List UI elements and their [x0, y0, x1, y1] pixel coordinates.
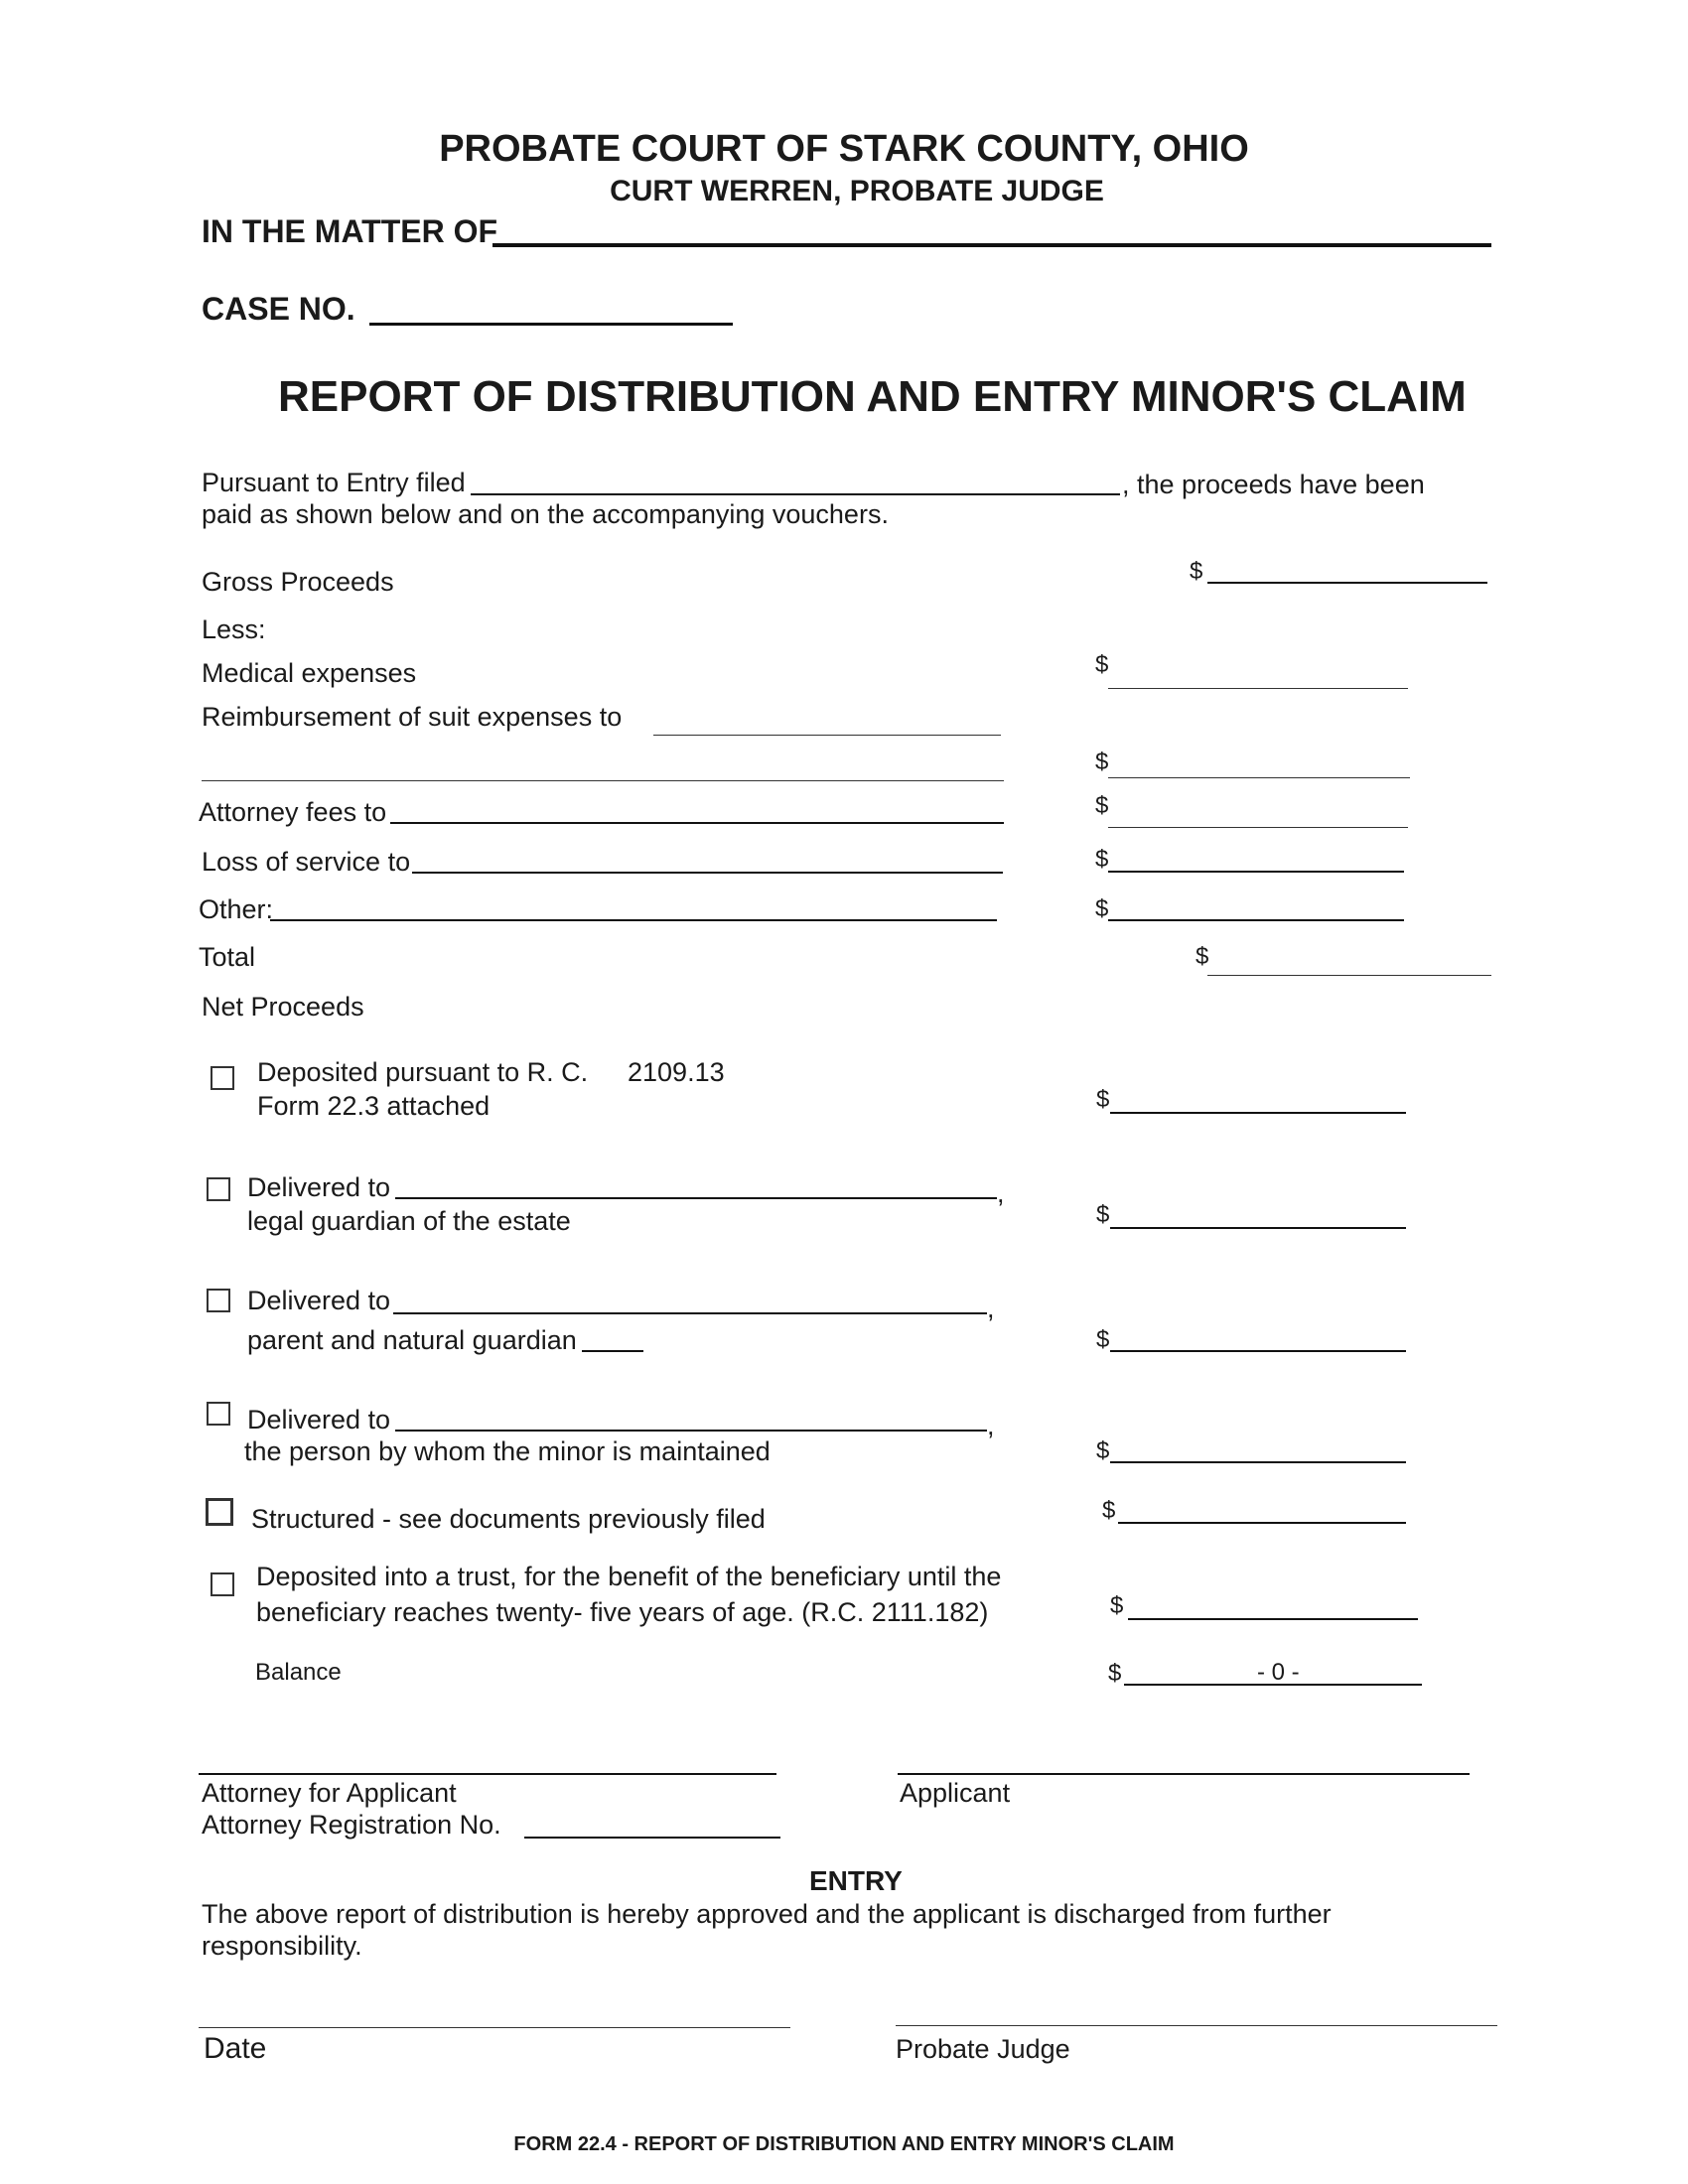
reimbursement-payee-field-2[interactable]: [202, 780, 1004, 781]
reimbursement-label: Reimbursement of suit expenses to: [202, 702, 623, 732]
gross-dollar-sign: $: [1190, 558, 1203, 585]
applicant-signature-line[interactable]: [898, 1773, 1470, 1775]
attorney-fees-label: Attorney fees to: [199, 797, 387, 827]
person-maintained-comma: ,: [987, 1411, 995, 1440]
attorney-fees-amount[interactable]: [1108, 827, 1408, 828]
person-maintained-delivered-label: Delivered to: [247, 1405, 391, 1434]
loss-of-service-label: Loss of service to: [202, 847, 411, 877]
intro-text-2: , the proceeds have been: [1122, 470, 1425, 499]
entry-filed-field[interactable]: [471, 493, 1120, 495]
total-dollar-sign: $: [1196, 943, 1209, 970]
case-number-field[interactable]: [369, 323, 733, 326]
total-amount[interactable]: [1207, 975, 1491, 976]
trust-dollar-sign: $: [1110, 1592, 1124, 1619]
loss-of-service-dollar-sign: $: [1095, 846, 1109, 873]
deposited-rc-checkbox[interactable]: [211, 1066, 234, 1090]
probate-judge-label: Probate Judge: [896, 2034, 1070, 2064]
trust-text-1: Deposited into a trust, for the benefit of the beneficiary until the: [256, 1562, 1002, 1591]
parent-guardian-amount[interactable]: [1110, 1350, 1406, 1352]
structured-checkbox[interactable]: [206, 1498, 233, 1526]
intro-text-3: paid as shown below and on the accompanying vouchers.: [202, 499, 889, 529]
parent-guardian-text: parent and natural guardian: [247, 1325, 577, 1355]
loss-of-service-amount[interactable]: [1108, 871, 1404, 873]
date-line[interactable]: [199, 2027, 790, 2028]
structured-dollar-sign: $: [1102, 1497, 1116, 1524]
medical-dollar-sign: $: [1095, 651, 1109, 678]
case-number-label: CASE NO.: [202, 291, 355, 327]
attorney-fees-dollar-sign: $: [1095, 792, 1109, 819]
legal-guardian-dollar-sign: $: [1096, 1201, 1110, 1228]
balance-value: - 0 -: [1257, 1659, 1300, 1686]
matter-label: IN THE MATTER OF: [202, 213, 498, 249]
other-dollar-sign: $: [1095, 895, 1109, 922]
balance-label: Balance: [255, 1659, 342, 1686]
person-maintained-dollar-sign: $: [1096, 1437, 1110, 1464]
date-label: Date: [204, 2032, 267, 2065]
total-label: Total: [199, 942, 256, 972]
medical-expenses-label: Medical expenses: [202, 658, 417, 688]
entry-text-1: The above report of distribution is hereby approved and the applicant is discharged from further: [202, 1899, 1332, 1929]
medical-expenses-amount[interactable]: [1108, 688, 1408, 689]
person-maintained-checkbox[interactable]: [207, 1402, 230, 1426]
gross-proceeds-label: Gross Proceeds: [202, 567, 394, 597]
entry-text-2: responsibility.: [202, 1931, 362, 1961]
parent-guardian-name-field[interactable]: [393, 1312, 987, 1314]
legal-guardian-name-field[interactable]: [395, 1197, 997, 1199]
parent-guardian-comma: ,: [987, 1294, 995, 1323]
reimbursement-amount[interactable]: [1108, 777, 1410, 778]
other-payee-field[interactable]: [270, 919, 997, 921]
reimbursement-payee-field[interactable]: [653, 735, 1001, 736]
deposited-rc-amount[interactable]: [1110, 1112, 1406, 1114]
parent-guardian-dollar-sign: $: [1096, 1326, 1110, 1353]
attorney-fees-payee-field[interactable]: [390, 822, 1004, 824]
parent-guardian-suffix-field[interactable]: [582, 1350, 643, 1352]
gross-proceeds-amount[interactable]: [1207, 582, 1487, 584]
net-proceeds-label: Net Proceeds: [202, 992, 364, 1022]
parent-guardian-delivered-label: Delivered to: [247, 1286, 391, 1315]
trust-amount[interactable]: [1128, 1618, 1418, 1620]
matter-field[interactable]: [492, 243, 1491, 247]
legal-guardian-amount[interactable]: [1110, 1227, 1406, 1229]
intro-text-1: Pursuant to Entry filed: [202, 468, 466, 497]
attorney-for-applicant-label: Attorney for Applicant: [202, 1778, 457, 1808]
other-label: Other:: [199, 894, 274, 924]
legal-guardian-comma: ,: [997, 1178, 1005, 1208]
deposited-rc-code: 2109.13: [628, 1057, 725, 1087]
person-maintained-text: the person by whom the minor is maintained: [244, 1436, 771, 1466]
deposited-rc-text: Deposited pursuant to R. C.: [257, 1057, 589, 1087]
structured-amount[interactable]: [1118, 1522, 1406, 1524]
person-maintained-amount[interactable]: [1110, 1461, 1406, 1463]
legal-guardian-delivered-label: Delivered to: [247, 1172, 391, 1202]
reimbursement-dollar-sign: $: [1095, 749, 1109, 775]
attorney-registration-label: Attorney Registration No.: [202, 1810, 501, 1840]
page-title: REPORT OF DISTRIBUTION AND ENTRY MINOR'S CLAIM: [278, 372, 1467, 421]
loss-of-service-payee-field[interactable]: [412, 872, 1003, 874]
parent-guardian-checkbox[interactable]: [207, 1289, 230, 1312]
judge-signature-line[interactable]: [896, 2025, 1497, 2026]
attorney-signature-line[interactable]: [199, 1773, 776, 1775]
judge-name: CURT WERREN, PROBATE JUDGE: [610, 175, 1104, 207]
attorney-registration-field[interactable]: [524, 1837, 780, 1839]
less-label: Less:: [202, 614, 266, 644]
person-maintained-name-field[interactable]: [395, 1430, 987, 1432]
trust-text-2: beneficiary reaches twenty- five years of age. (R.C. 2111.182): [256, 1597, 989, 1627]
legal-guardian-text: legal guardian of the estate: [247, 1206, 571, 1236]
court-name: PROBATE COURT OF STARK COUNTY, OHIO: [439, 128, 1249, 170]
legal-guardian-checkbox[interactable]: [207, 1177, 230, 1201]
other-amount[interactable]: [1108, 919, 1404, 921]
deposited-rc-form-text: Form 22.3 attached: [257, 1091, 491, 1121]
structured-text: Structured - see documents previously filed: [251, 1504, 766, 1534]
trust-checkbox[interactable]: [211, 1572, 234, 1596]
balance-dollar-sign: $: [1108, 1660, 1122, 1687]
entry-heading: ENTRY: [809, 1865, 903, 1896]
applicant-label: Applicant: [900, 1778, 1011, 1808]
deposited-rc-dollar-sign: $: [1096, 1086, 1110, 1113]
form-footer: FORM 22.4 - REPORT OF DISTRIBUTION AND ENTRY MINOR'S CLAIM: [513, 2133, 1175, 2155]
